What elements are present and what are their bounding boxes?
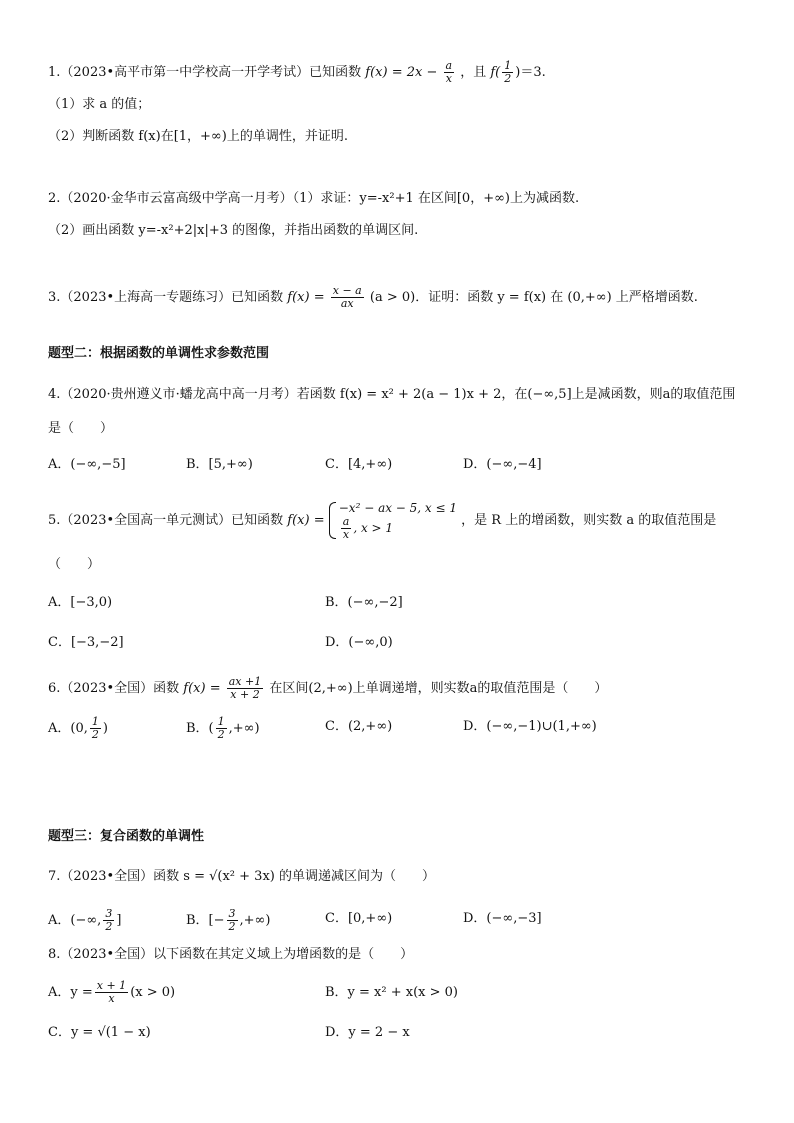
q7-option-b[interactable] [186, 908, 270, 933]
q7-b-frac [227, 908, 238, 933]
q3-frac-den: ax [340, 297, 354, 310]
q1-intro: 1.（2023•高平市第一中学校高一开学考试）已知函数 [48, 65, 362, 80]
q6-frac-num: ax +1 [228, 675, 262, 688]
q6-option-d[interactable]: D．(−∞,−1)∪(1,+∞) [463, 719, 597, 734]
q6-intro: 6.（2023•全国）函数 [48, 681, 180, 696]
q7-b-pre: B．[− [186, 913, 225, 928]
q8-a-frac [95, 980, 128, 1005]
question-7-stem: 7.（2023•全国）函数 s = √(x² + 3x) 的单调递减区间为（ ） [48, 869, 435, 884]
q6-a-pre: A．(0, [48, 721, 88, 736]
q6-b-pre: B．( [186, 721, 214, 736]
q8-option-c[interactable]: C．y = √(1 − x) [48, 1025, 151, 1040]
section-heading-2: 题型二：根据函数的单调性求参数范围 [48, 346, 270, 361]
q1-sub-1: （1）求 a 的值； [48, 97, 151, 112]
q5-option-d[interactable]: D．(−∞,0) [325, 635, 393, 650]
q5-stem-line2: （ ） [48, 557, 101, 572]
q6-suffix: 在区间(2,+∞)上单调递增，则实数a的取值范围是（ ） [269, 681, 608, 696]
q3-intro: 3.（2023•上海高一专题练习）已知函数 [48, 290, 284, 305]
question-2-stem: 2.（2020·金华市云富高级中学高一月考）（1）求证：y=-x²+1 在区间[0，+∞)上为减函数. [48, 191, 580, 206]
q6-option-a[interactable] [48, 716, 108, 741]
q1-mid: ，且 [460, 65, 487, 80]
section-heading-3: 题型三：复合函数的单调性 [48, 829, 205, 844]
question-4-stem: 4.（2020·贵州遵义市·蟠龙高中高一月考）若函数 f(x) = x² + 2(a − 1)x + 2，在(−∞,5]上是减函数，则a的取值范围 [48, 387, 736, 402]
q5-option-c[interactable]: C．[−3,−2] [48, 635, 124, 650]
q7-b-post: ,+∞) [239, 913, 271, 928]
q3-fx: f(x) = [287, 290, 325, 305]
q7-option-a[interactable] [48, 908, 121, 933]
q7-b-num: 3 [228, 907, 236, 920]
q6-b-den: 2 [217, 728, 225, 741]
q3-frac-num: x − a [332, 284, 362, 297]
q4-option-b[interactable]: B．[5,+∞) [186, 457, 253, 472]
q6-a-frac [90, 716, 101, 741]
q7-option-c[interactable]: C．[0,+∞) [325, 911, 393, 926]
q1-fraction [444, 60, 455, 85]
question-8-stem: 8.（2023•全国）以下函数在其定义域上为增函数的是（ ） [48, 947, 414, 962]
q1-frac-den: x [445, 72, 452, 85]
q3-fraction [331, 285, 364, 310]
q7-a-den: 2 [105, 920, 113, 933]
q6-a-num: 1 [91, 715, 99, 728]
q6-a-den: 2 [91, 728, 99, 741]
q6-option-b[interactable] [186, 716, 260, 741]
q3-suffix: (a > 0)．证明：函数 y = f(x) 在 (0,+∞) 上严格增函数. [369, 290, 698, 305]
q8-option-d[interactable]: D．y = 2 − x [325, 1025, 410, 1040]
q7-a-post: ] [116, 913, 122, 928]
q6-b-num: 1 [217, 715, 225, 728]
q8-option-b[interactable]: B．y = x² + x(x > 0) [325, 985, 458, 1000]
q4-option-c[interactable]: C．[4,+∞) [325, 457, 393, 472]
q1-frac-num: a [445, 59, 453, 72]
q1-function: f(x) = 2x − [365, 65, 438, 80]
q5-piece-2-frac [341, 516, 352, 541]
q7-a-num: 3 [105, 907, 113, 920]
q5-row2-den: x [342, 528, 350, 541]
q8-a-den: x [108, 992, 115, 1005]
q7-a-pre: A．(−∞, [48, 913, 102, 928]
q5-option-a[interactable]: A．[−3,0) [48, 595, 113, 610]
q6-frac-den: x + 2 [230, 688, 260, 701]
q4-stem-line2: 是（ ） [48, 421, 114, 436]
q5-row2-num: a [342, 515, 350, 528]
q5-fx: f(x) = [287, 513, 325, 528]
q8-a-pre: A．y = [48, 985, 93, 1000]
q1-half [502, 60, 513, 85]
q1-sub-2: （2）判断函数 f(x)在[1，+∞)上的单调性，并证明. [48, 129, 348, 144]
q7-b-den: 2 [228, 920, 236, 933]
q6-b-post: ,+∞) [228, 721, 260, 736]
q1-f-half-suffix: )＝3. [515, 65, 546, 80]
q1-f-half-prefix: f( [490, 65, 501, 80]
q1-half-num: 1 [504, 59, 512, 72]
q6-fx: f(x) = [183, 681, 221, 696]
question-1-stem [48, 60, 546, 85]
question-3-stem [48, 285, 698, 310]
q5-piece-1: −x² − ax − 5, x ≤ 1 [338, 501, 458, 515]
q6-a-post: ) [102, 721, 108, 736]
q5-option-b[interactable]: B．(−∞,−2] [325, 595, 403, 610]
question-6-stem [48, 676, 607, 701]
q8-a-post: (x > 0) [130, 985, 176, 1000]
q5-piece-2 [339, 516, 457, 541]
q5-suffix: ，是 R 上的增函数，则实数 a 的取值范围是 [461, 513, 717, 528]
q5-row2-tail: , x > 1 [353, 521, 394, 535]
q7-a-frac [103, 908, 114, 933]
q2-sub-2: （2）画出函数 y=-x²+2|x|+3 的图像，并指出函数的单调区间. [48, 223, 419, 238]
q6-fraction [227, 676, 263, 701]
q6-option-c[interactable]: C．(2,+∞) [325, 719, 393, 734]
q4-option-a[interactable]: A．(−∞,−5] [48, 457, 126, 472]
q5-piecewise [329, 500, 457, 541]
q8-option-a[interactable] [48, 980, 175, 1005]
q5-intro: 5.（2023•全国高一单元测试）已知函数 [48, 513, 284, 528]
q6-b-frac [216, 716, 227, 741]
q8-a-num: x + 1 [96, 979, 127, 992]
q4-option-d[interactable]: D．(−∞,−4] [463, 457, 542, 472]
q1-half-den: 2 [504, 72, 512, 85]
question-5-stem [48, 494, 716, 548]
q7-option-d[interactable]: D．(−∞,−3] [463, 911, 542, 926]
